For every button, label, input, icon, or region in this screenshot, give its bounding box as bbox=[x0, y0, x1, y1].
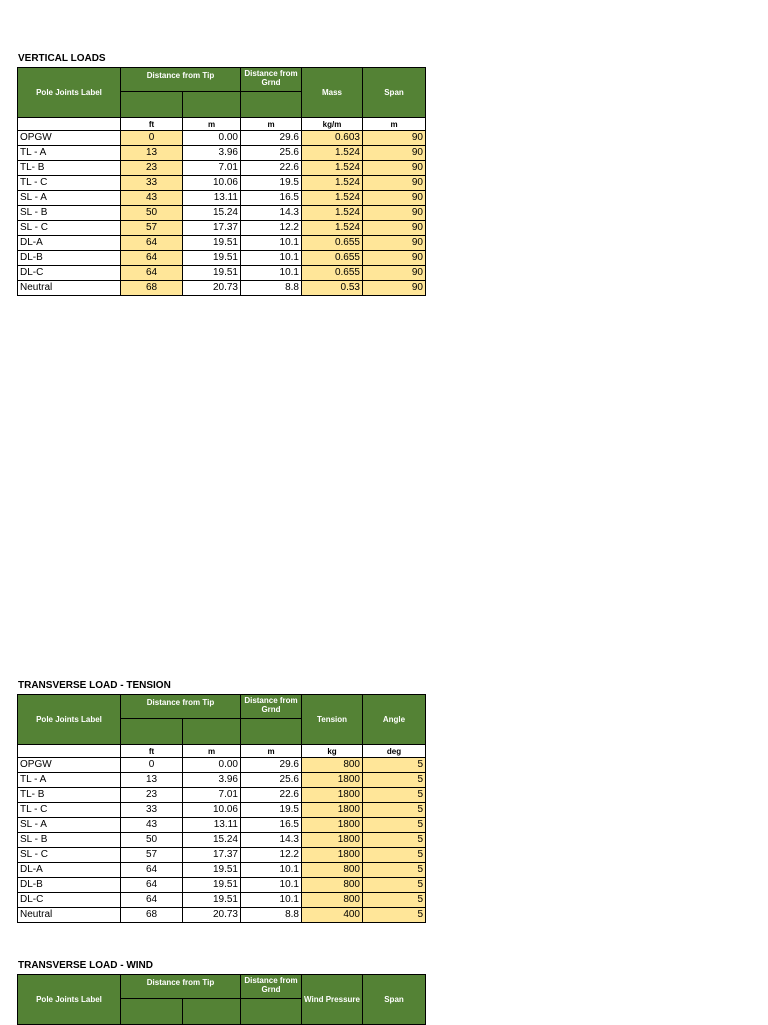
cell-distance-grnd-m: 25.6 bbox=[241, 146, 302, 161]
cell-distance-tip-m: 19.51 bbox=[183, 878, 241, 893]
header-pole-joints-label: Pole Joints Label bbox=[18, 68, 121, 118]
cell-distance-tip-m: 10.06 bbox=[183, 176, 241, 191]
cell-distance-grnd-m: 10.1 bbox=[241, 893, 302, 908]
cell-distance-grnd-m: 29.6 bbox=[241, 131, 302, 146]
cell-distance-grnd-m: 12.2 bbox=[241, 848, 302, 863]
header-pole-joints-label: Pole Joints Label bbox=[18, 695, 121, 745]
cell-distance-tip-m: 0.00 bbox=[183, 131, 241, 146]
unit-blank-cell bbox=[18, 745, 121, 758]
vertical-loads-table bbox=[17, 67, 426, 296]
cell-value[interactable]: 5 bbox=[363, 803, 426, 818]
cell-value[interactable]: 1.524 bbox=[302, 161, 363, 176]
cell-distance-tip-m: 3.96 bbox=[183, 773, 241, 788]
cell-value[interactable]: 1.524 bbox=[302, 176, 363, 191]
cell-value[interactable]: 90 bbox=[363, 221, 426, 236]
cell-value[interactable]: 1.524 bbox=[302, 146, 363, 161]
cell-value[interactable]: 1800 bbox=[302, 833, 363, 848]
cell-distance-tip-m: 19.51 bbox=[183, 251, 241, 266]
cell-value[interactable]: 5 bbox=[363, 878, 426, 893]
table-row bbox=[18, 833, 426, 848]
header-blank-cell bbox=[183, 92, 241, 118]
cell-value[interactable]: 0.655 bbox=[302, 266, 363, 281]
cell-pole-joint-label: SL - C bbox=[18, 221, 121, 236]
header-blank-cell bbox=[183, 999, 241, 1025]
cell-pole-joint-label: DL-A bbox=[18, 236, 121, 251]
cell-pole-joint-label: Neutral bbox=[18, 281, 121, 296]
cell-distance-grnd-m: 8.8 bbox=[241, 281, 302, 296]
cell-distance-tip-ft: 64 bbox=[121, 893, 183, 908]
cell-value[interactable]: 1800 bbox=[302, 848, 363, 863]
cell-value[interactable]: 1.524 bbox=[302, 221, 363, 236]
cell-distance-grnd-m: 16.5 bbox=[241, 191, 302, 206]
table-row bbox=[18, 176, 426, 191]
cell-distance-tip-m: 20.73 bbox=[183, 908, 241, 923]
header-angle: Angle bbox=[363, 695, 426, 745]
cell-distance-tip-ft: 0 bbox=[121, 758, 183, 773]
cell-distance-grnd-m: 25.6 bbox=[241, 773, 302, 788]
cell-distance-grnd-m: 10.1 bbox=[241, 251, 302, 266]
transverse-tension-table bbox=[17, 694, 426, 923]
cell-distance-tip-ft[interactable]: 50 bbox=[121, 206, 183, 221]
cell-distance-tip-ft: 64 bbox=[121, 863, 183, 878]
cell-value[interactable]: 90 bbox=[363, 236, 426, 251]
cell-distance-tip-m: 20.73 bbox=[183, 281, 241, 296]
section-title-transverse-tension: TRANSVERSE LOAD - TENSION bbox=[18, 680, 171, 691]
cell-pole-joint-label: SL - A bbox=[18, 191, 121, 206]
cell-value[interactable]: 5 bbox=[363, 818, 426, 833]
cell-pole-joint-label: DL-B bbox=[18, 878, 121, 893]
cell-value[interactable]: 5 bbox=[363, 848, 426, 863]
table-row bbox=[18, 878, 426, 893]
cell-distance-grnd-m: 19.5 bbox=[241, 803, 302, 818]
cell-distance-tip-ft[interactable]: 13 bbox=[121, 146, 183, 161]
cell-distance-grnd-m: 10.1 bbox=[241, 266, 302, 281]
cell-value[interactable]: 90 bbox=[363, 206, 426, 221]
table-row bbox=[18, 146, 426, 161]
cell-pole-joint-label: SL - C bbox=[18, 848, 121, 863]
cell-value[interactable]: 1800 bbox=[302, 788, 363, 803]
cell-value[interactable]: 1800 bbox=[302, 818, 363, 833]
vertical-loads-rows bbox=[18, 131, 426, 296]
unit-cell: m bbox=[363, 118, 426, 131]
table-row bbox=[18, 803, 426, 818]
cell-value[interactable]: 90 bbox=[363, 281, 426, 296]
cell-distance-tip-m: 19.51 bbox=[183, 893, 241, 908]
table-row bbox=[18, 893, 426, 908]
cell-value[interactable]: 90 bbox=[363, 251, 426, 266]
table-row bbox=[18, 191, 426, 206]
cell-distance-tip-ft[interactable]: 68 bbox=[121, 281, 183, 296]
cell-distance-tip-ft: 33 bbox=[121, 803, 183, 818]
cell-distance-tip-ft[interactable]: 64 bbox=[121, 251, 183, 266]
table-row bbox=[18, 281, 426, 296]
unit-cell: m bbox=[241, 745, 302, 758]
header-distance-from-tip: Distance from Tip bbox=[121, 975, 241, 999]
table-row bbox=[18, 236, 426, 251]
cell-value[interactable]: 5 bbox=[363, 788, 426, 803]
cell-value[interactable]: 90 bbox=[363, 191, 426, 206]
cell-value[interactable]: 5 bbox=[363, 758, 426, 773]
cell-pole-joint-label: OPGW bbox=[18, 758, 121, 773]
cell-value[interactable]: 1.524 bbox=[302, 191, 363, 206]
cell-distance-tip-m: 19.51 bbox=[183, 266, 241, 281]
table-row bbox=[18, 908, 426, 923]
header-blank-cell bbox=[121, 999, 183, 1025]
unit-cell: kg bbox=[302, 745, 363, 758]
table-row bbox=[18, 758, 426, 773]
cell-value[interactable]: 90 bbox=[363, 161, 426, 176]
cell-distance-tip-ft[interactable]: 0 bbox=[121, 131, 183, 146]
header-distance-from-grnd: Distance from Grnd bbox=[241, 975, 302, 999]
cell-value[interactable]: 1.524 bbox=[302, 206, 363, 221]
table-row bbox=[18, 131, 426, 146]
cell-value[interactable]: 90 bbox=[363, 176, 426, 191]
unit-cell: ft bbox=[121, 118, 183, 131]
cell-distance-tip-m: 17.37 bbox=[183, 848, 241, 863]
cell-value[interactable]: 90 bbox=[363, 131, 426, 146]
cell-distance-tip-ft[interactable]: 33 bbox=[121, 176, 183, 191]
cell-distance-tip-ft[interactable]: 64 bbox=[121, 266, 183, 281]
cell-value[interactable]: 800 bbox=[302, 758, 363, 773]
cell-distance-tip-ft[interactable]: 64 bbox=[121, 236, 183, 251]
header-blank-cell bbox=[183, 719, 241, 745]
unit-cell: deg bbox=[363, 745, 426, 758]
cell-distance-tip-m: 13.11 bbox=[183, 818, 241, 833]
cell-value[interactable]: 5 bbox=[363, 833, 426, 848]
cell-value[interactable]: 90 bbox=[363, 266, 426, 281]
cell-pole-joint-label: Neutral bbox=[18, 908, 121, 923]
header-span: Span bbox=[363, 975, 426, 1025]
table-row bbox=[18, 788, 426, 803]
cell-value[interactable]: 800 bbox=[302, 863, 363, 878]
cell-distance-tip-ft: 64 bbox=[121, 878, 183, 893]
cell-distance-tip-m: 3.96 bbox=[183, 146, 241, 161]
section-title-transverse-wind: TRANSVERSE LOAD - WIND bbox=[18, 960, 153, 971]
cell-pole-joint-label: SL - B bbox=[18, 206, 121, 221]
table-row bbox=[18, 206, 426, 221]
cell-value[interactable]: 90 bbox=[363, 146, 426, 161]
cell-distance-tip-m: 17.37 bbox=[183, 221, 241, 236]
cell-distance-tip-ft: 43 bbox=[121, 818, 183, 833]
cell-pole-joint-label: DL-A bbox=[18, 863, 121, 878]
cell-distance-tip-m: 19.51 bbox=[183, 863, 241, 878]
table-row bbox=[18, 863, 426, 878]
cell-value[interactable]: 800 bbox=[302, 893, 363, 908]
cell-pole-joint-label: DL-C bbox=[18, 893, 121, 908]
header-distance-from-grnd: Distance from Grnd bbox=[241, 695, 302, 719]
cell-value[interactable]: 1800 bbox=[302, 773, 363, 788]
header-mass: Mass bbox=[302, 68, 363, 118]
header-distance-from-tip: Distance from Tip bbox=[121, 68, 241, 92]
cell-value[interactable]: 5 bbox=[363, 908, 426, 923]
cell-value[interactable]: 0.655 bbox=[302, 251, 363, 266]
header-span: Span bbox=[363, 68, 426, 118]
cell-value[interactable]: 5 bbox=[363, 773, 426, 788]
cell-value[interactable]: 0.53 bbox=[302, 281, 363, 296]
cell-distance-tip-ft[interactable]: 57 bbox=[121, 221, 183, 236]
table-row bbox=[18, 266, 426, 281]
cell-distance-tip-ft: 50 bbox=[121, 833, 183, 848]
cell-value[interactable]: 1800 bbox=[302, 803, 363, 818]
cell-pole-joint-label: TL - A bbox=[18, 146, 121, 161]
cell-distance-tip-m: 0.00 bbox=[183, 758, 241, 773]
table-row bbox=[18, 773, 426, 788]
cell-pole-joint-label: TL - C bbox=[18, 176, 121, 191]
cell-distance-grnd-m: 29.6 bbox=[241, 758, 302, 773]
cell-distance-grnd-m: 12.2 bbox=[241, 221, 302, 236]
header-pole-joints-label: Pole Joints Label bbox=[18, 975, 121, 1025]
cell-pole-joint-label: TL - A bbox=[18, 773, 121, 788]
cell-distance-grnd-m: 14.3 bbox=[241, 833, 302, 848]
cell-pole-joint-label: DL-C bbox=[18, 266, 121, 281]
cell-distance-tip-ft[interactable]: 43 bbox=[121, 191, 183, 206]
cell-pole-joint-label: SL - A bbox=[18, 818, 121, 833]
unit-cell: m bbox=[183, 118, 241, 131]
table-row bbox=[18, 818, 426, 833]
cell-value[interactable]: 5 bbox=[363, 863, 426, 878]
cell-distance-tip-m: 15.24 bbox=[183, 833, 241, 848]
cell-distance-grnd-m: 10.1 bbox=[241, 878, 302, 893]
table-row bbox=[18, 161, 426, 176]
cell-distance-grnd-m: 19.5 bbox=[241, 176, 302, 191]
cell-distance-grnd-m: 10.1 bbox=[241, 236, 302, 251]
cell-distance-grnd-m: 22.6 bbox=[241, 788, 302, 803]
cell-distance-grnd-m: 22.6 bbox=[241, 161, 302, 176]
cell-pole-joint-label: TL - C bbox=[18, 803, 121, 818]
header-distance-from-tip: Distance from Tip bbox=[121, 695, 241, 719]
cell-value[interactable]: 5 bbox=[363, 893, 426, 908]
unit-cell: m bbox=[183, 745, 241, 758]
header-blank-cell bbox=[241, 719, 302, 745]
cell-distance-tip-m: 7.01 bbox=[183, 161, 241, 176]
header-blank-cell bbox=[121, 719, 183, 745]
cell-distance-grnd-m: 16.5 bbox=[241, 818, 302, 833]
cell-value[interactable]: 0.603 bbox=[302, 131, 363, 146]
cell-distance-tip-ft[interactable]: 23 bbox=[121, 161, 183, 176]
transverse-wind-table bbox=[17, 974, 426, 1025]
cell-value[interactable]: 0.655 bbox=[302, 236, 363, 251]
table-row bbox=[18, 251, 426, 266]
cell-distance-grnd-m: 10.1 bbox=[241, 863, 302, 878]
cell-pole-joint-label: OPGW bbox=[18, 131, 121, 146]
cell-distance-tip-ft: 23 bbox=[121, 788, 183, 803]
header-blank-cell bbox=[241, 999, 302, 1025]
unit-cell: kg/m bbox=[302, 118, 363, 131]
cell-distance-tip-ft: 57 bbox=[121, 848, 183, 863]
cell-distance-grnd-m: 14.3 bbox=[241, 206, 302, 221]
cell-value[interactable]: 800 bbox=[302, 878, 363, 893]
unit-cell: ft bbox=[121, 745, 183, 758]
cell-pole-joint-label: SL - B bbox=[18, 833, 121, 848]
cell-distance-tip-m: 19.51 bbox=[183, 236, 241, 251]
table-row bbox=[18, 848, 426, 863]
transverse-tension-rows bbox=[18, 758, 426, 923]
cell-pole-joint-label: DL-B bbox=[18, 251, 121, 266]
cell-distance-tip-m: 15.24 bbox=[183, 206, 241, 221]
cell-distance-tip-ft: 13 bbox=[121, 773, 183, 788]
header-blank-cell bbox=[121, 92, 183, 118]
unit-cell: m bbox=[241, 118, 302, 131]
header-blank-cell bbox=[241, 92, 302, 118]
cell-distance-tip-m: 13.11 bbox=[183, 191, 241, 206]
header-tension: Tension bbox=[302, 695, 363, 745]
table-row bbox=[18, 221, 426, 236]
cell-pole-joint-label: TL- B bbox=[18, 788, 121, 803]
cell-distance-tip-m: 7.01 bbox=[183, 788, 241, 803]
cell-pole-joint-label: TL- B bbox=[18, 161, 121, 176]
header-distance-from-grnd: Distance from Grnd bbox=[241, 68, 302, 92]
cell-distance-tip-ft: 68 bbox=[121, 908, 183, 923]
cell-distance-tip-m: 10.06 bbox=[183, 803, 241, 818]
section-title-vertical-loads: VERTICAL LOADS bbox=[18, 53, 106, 64]
header-wind-pressure: Wind Pressure bbox=[302, 975, 363, 1025]
unit-blank-cell bbox=[18, 118, 121, 131]
cell-value[interactable]: 400 bbox=[302, 908, 363, 923]
cell-distance-grnd-m: 8.8 bbox=[241, 908, 302, 923]
